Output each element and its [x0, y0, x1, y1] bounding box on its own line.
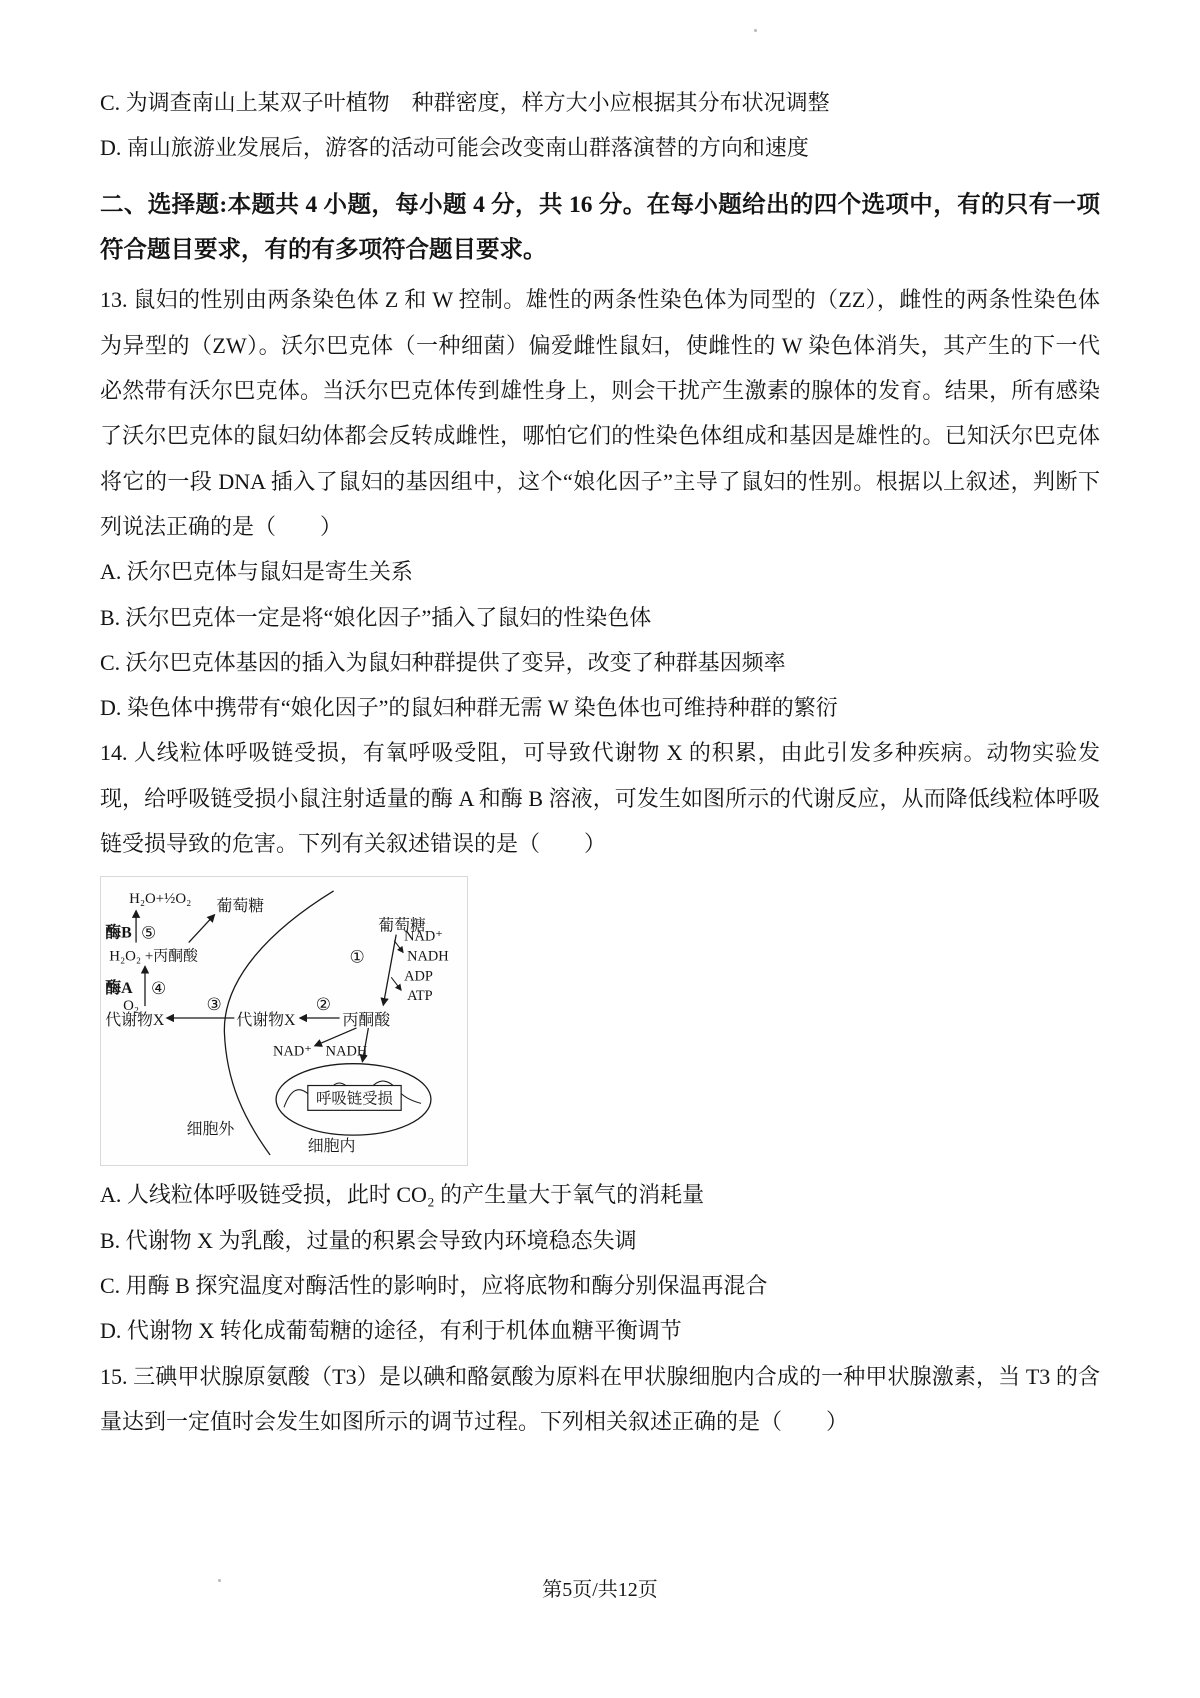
question-14-stem: 14. 人线粒体呼吸链受损，有氧呼吸受阻，可导致代谢物 X 的积累，由此引发多种疾病。动物实验发现，给呼吸链受损小鼠注射适量的酶 A 和酶 B 溶液，可发生如图所示的代谢反应，从而降低线粒体呼吸链受损导致的危害。下列有关叙述错误的是（ ）	[100, 740, 1100, 857]
metabolite-x-extracellular-label: 代谢物X	[105, 1012, 165, 1030]
pyruvate-label: 丙酮酸	[342, 1012, 391, 1030]
respiratory-chain-damaged-label: 呼吸链受损	[316, 1090, 393, 1108]
nadh-bottom-label: NADH	[325, 1044, 368, 1061]
metabolic-pathway-diagram	[103, 879, 463, 1157]
arrow-pyruvate-to-glucose-out	[189, 915, 215, 943]
question-13-option-b: B. 沃尔巴克体一定是将“娘化因子”插入了鼠妇的性染色体	[100, 604, 652, 630]
enzyme-b-label: 酶B	[105, 924, 132, 942]
question-14-options	[100, 1172, 1100, 1353]
metabolite-x-intracellular-label: 代谢物X	[236, 1012, 296, 1030]
question-14-option-c: C. 用酶 B 探究温度对酶活性的影响时，应将底物和酶分别保温再混合	[100, 1273, 768, 1298]
question-13-option-c: C. 沃尔巴克体基因的插入为鼠妇种群提供了变异，改变了种群基因频率	[100, 649, 786, 675]
arrow-step1-glucose-to-pyruvate	[383, 935, 396, 1005]
question-13-option-d: D. 染色体中携带有“娘化因子”的鼠妇种群无需 W 染色体也可维持种群的繁衍	[100, 695, 838, 721]
question-14-option-b: B. 代谢物 X 为乳酸，过量的积累会导致内环境稳态失调	[100, 1227, 637, 1253]
intracellular-label: 细胞内	[307, 1138, 356, 1156]
oxygen-label: O₂	[123, 998, 140, 1015]
nad-plus-bottom-label: NAD⁺	[273, 1044, 312, 1061]
nad-plus-right-label: NAD⁺	[404, 928, 443, 945]
h2o2-pyruvate-label: H₂O₂ +丙酮酸	[109, 948, 198, 965]
water-oxygen-label: H₂O+½O₂	[129, 891, 192, 908]
atp-label: ATP	[407, 988, 433, 1005]
question-13-stem: 13. 鼠妇的性别由两条染色体 Z 和 W 控制。雄性的两条性染色体为同型的（ZZ），雌性的两条性染色体为异型的（ZW）。沃尔巴克体（一种细菌）偏爱雌性鼠妇，使雌性的 W 染色体消失，其产生的下一代必然带有沃尔巴克体。当沃尔巴克体传到雄性身上，则会干扰产生激素的腺体的发育。结果，所有感染了沃尔巴克体的鼠妇幼体都会反转成雌性，哪怕它们的性染色体组成和基因是雄性的。已知沃尔巴克体将它的一段 DNA 插入了鼠妇的基因组中，这个“娘化因子”主导了鼠妇的性别。根据以上叙述，判断下列说法正确的是（ ）	[100, 287, 1100, 539]
question-14-option-a: A. 人线粒体呼吸链受损，此时 CO₂ 的产生量大于氧气的消耗量	[100, 1182, 705, 1208]
step4-circle-label: ④	[150, 979, 167, 999]
adp-label: ADP	[404, 968, 433, 985]
section-heading: 二、选择题:本题共 4 小题，每小题 4 分，共 16 分。在每小题给出的四个选项中，有的只有一项符合题目要求，有的有多项符合题目要求。	[100, 191, 1100, 263]
question-13-options	[100, 549, 1100, 730]
prev-question-option-c: C. 为调查南山上某双子叶植物 种群密度，样方大小应根据其分布状况调整	[100, 90, 830, 115]
arrow-adp-to-atp	[391, 978, 401, 991]
enzyme-a-label: 酶A	[105, 980, 133, 998]
step2-circle-label: ②	[315, 995, 331, 1015]
prev-question-option-d: D. 南山旅游业发展后，游客的活动可能会改变南山群落演替的方向和速度	[100, 135, 809, 161]
step3-circle-label: ③	[206, 995, 222, 1015]
question-14-diagram	[100, 876, 468, 1166]
question-13-option-a: A. 沃尔巴克体与鼠妇是寄生关系	[100, 559, 413, 585]
question-15-stem: 15. 三碘甲状腺原氨酸（T3）是以碘和酪氨酸为原料在甲状腺细胞内合成的一种甲状腺激素，当 T3 的含量达到一定值时会发生如图所示的调节过程。下列相关叙述正确的是（ ）	[100, 1363, 1100, 1434]
page-footer: 第5页/共12页	[542, 1579, 658, 1601]
extracellular-label: 细胞外	[186, 1121, 235, 1139]
arrow-nad-to-nadh	[394, 941, 403, 953]
glucose-extracellular-label: 葡萄糖	[216, 898, 265, 916]
glucose-intracellular-label: 葡萄糖	[378, 918, 426, 936]
step1-circle-label: ①	[349, 947, 365, 967]
question-14-option-d: D. 代谢物 X 转化成葡萄糖的途径，有利于机体血糖平衡调节	[100, 1318, 682, 1344]
step5-circle-label: ⑤	[141, 923, 157, 943]
scan-artifact-dot-top	[754, 29, 757, 32]
nadh-right-label: NADH	[407, 948, 449, 965]
